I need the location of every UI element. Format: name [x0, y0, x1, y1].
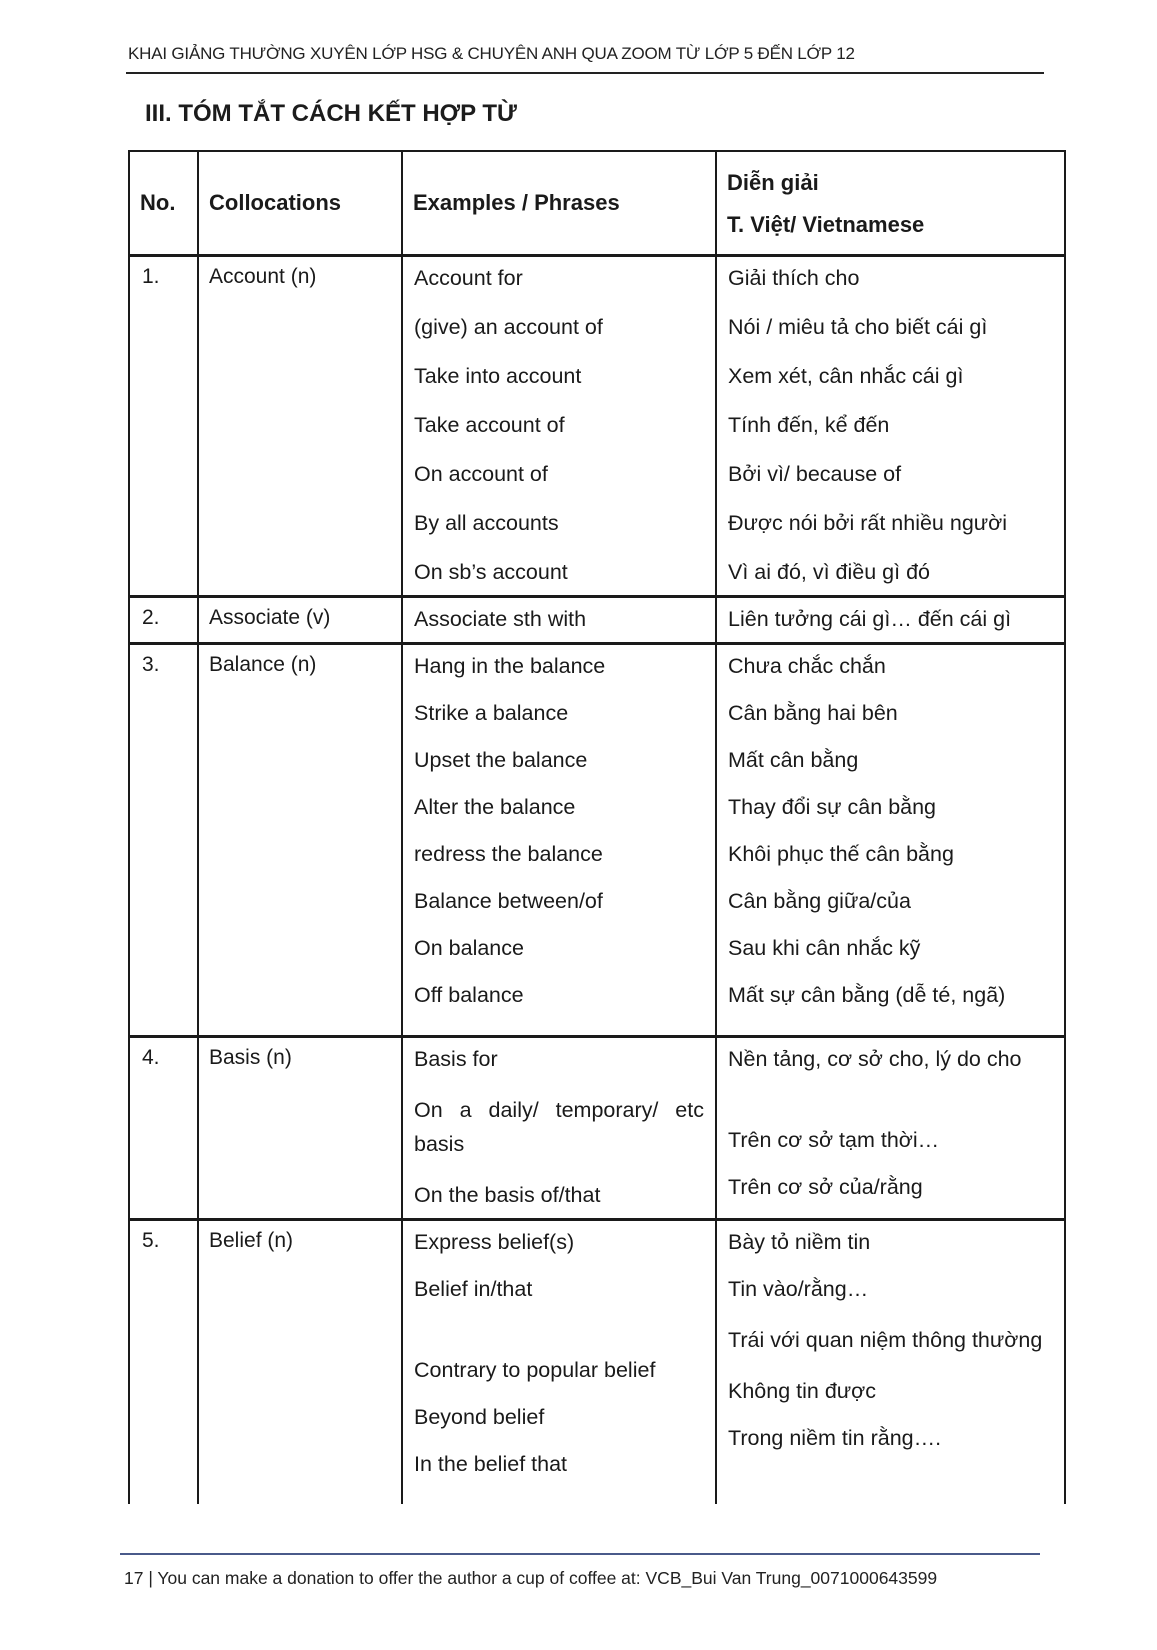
- row-meanings: [716, 1220, 1065, 1505]
- footer-divider: [120, 1553, 1040, 1555]
- meaning-text: Tin vào/rằng…: [728, 1277, 869, 1301]
- example-phrase: Basis for: [414, 1047, 498, 1071]
- example-phrase: On a daily/ temporary/ etc basis: [414, 1098, 704, 1156]
- section-title: III. TÓM TẮT CÁCH KẾT HỢP TỪ: [145, 100, 517, 127]
- example-phrase: Alter the balance: [414, 795, 576, 819]
- example-phrase: Account for: [414, 266, 523, 290]
- meaning-text: Khôi phục thế cân bằng: [728, 842, 954, 866]
- meaning-text: Mất sự cân bằng (dễ té, ngã): [728, 983, 1006, 1007]
- example-phrase: Balance between/of: [414, 889, 603, 913]
- meaning-text: Thay đổi sự cân bằng: [728, 795, 937, 819]
- header-no: No.: [129, 151, 198, 256]
- meaning-text: Liên tưởng cái gì… đến cái gì: [728, 607, 1012, 631]
- row-word: Basis (n): [198, 1037, 402, 1220]
- example-phrase: On balance: [414, 936, 524, 960]
- table-row: [129, 1220, 1065, 1505]
- meaning-text: Chưa chắc chắn: [728, 654, 886, 678]
- example-phrase: On the basis of/that: [414, 1183, 601, 1207]
- meaning-text: Bởi vì/ because of: [728, 462, 902, 486]
- row-word: Account (n): [198, 256, 402, 597]
- example-phrase: (give) an account of: [414, 315, 603, 339]
- collocation-table-wrapper: [128, 150, 1064, 1512]
- page-footer: 17 | You can make a donation to offer the author a cup of coffee at: VCB_Bui Van Trung_0071000643599: [124, 1568, 938, 1588]
- row-examples: [402, 1037, 716, 1220]
- row-meanings: [716, 597, 1065, 644]
- example-phrase: Strike a balance: [414, 701, 569, 725]
- row-word: Belief (n): [198, 1220, 402, 1505]
- meaning-text: Cân bằng hai bên: [728, 701, 898, 725]
- example-phrase: Beyond belief: [414, 1405, 545, 1429]
- example-phrase: Off balance: [414, 983, 524, 1007]
- row-examples: [402, 597, 716, 644]
- meaning-text: Mất cân bằng: [728, 748, 859, 772]
- meaning-text: Sau khi cân nhắc kỹ: [728, 936, 921, 960]
- example-phrase: By all accounts: [414, 511, 559, 535]
- row-number: 4.: [129, 1037, 198, 1220]
- example-phrase: redress the balance: [414, 842, 603, 866]
- row-number: 3.: [129, 644, 198, 1037]
- row-number: 2.: [129, 597, 198, 644]
- example-phrase: Belief in/that: [414, 1277, 533, 1301]
- example-phrase: Contrary to popular belief: [414, 1358, 656, 1382]
- row-meanings: [716, 644, 1065, 1037]
- meaning-text: Trái với quan niệm thông thường: [728, 1328, 1043, 1352]
- meaning-text: Nền tảng, cơ sở cho, lý do cho: [728, 1047, 1022, 1071]
- meaning-text: Cân bằng giữa/của: [728, 889, 911, 913]
- meaning-text: Trên cơ sở tạm thời…: [728, 1128, 940, 1152]
- row-word: Associate (v): [198, 597, 402, 644]
- page-header: KHAI GIẢNG THƯỜNG XUYÊN LỚP HSG & CHUYÊN ANH QUA ZOOM TỪ LỚP 5 ĐẾN LỚP 12: [128, 44, 855, 63]
- row-examples: [402, 1220, 716, 1505]
- example-phrase: Associate sth with: [414, 607, 587, 631]
- example-phrase: Upset the balance: [414, 748, 588, 772]
- example-blank: [414, 1323, 704, 1357]
- row-number: 1.: [129, 256, 198, 597]
- table-row: [129, 1037, 1065, 1220]
- row-examples: [402, 644, 716, 1037]
- header-meaning-line2: T. Việt/ Vietnamese: [727, 212, 925, 237]
- row-number: 5.: [129, 1220, 198, 1505]
- meaning-text: Bày tỏ niềm tin: [728, 1230, 871, 1254]
- collocation-table: [128, 150, 1066, 1504]
- meaning-text: Không tin được: [728, 1379, 877, 1403]
- row-examples: [402, 256, 716, 597]
- table-row: [129, 644, 1065, 1037]
- meaning-text: Trong niềm tin rằng….: [728, 1426, 942, 1450]
- meaning-text: Nói / miêu tả cho biết cái gì: [728, 315, 988, 339]
- meaning-text: Xem xét, cân nhắc cái gì: [728, 364, 964, 388]
- row-meanings: [716, 1037, 1065, 1220]
- row-meanings: [716, 256, 1065, 597]
- header-divider: [126, 72, 1044, 74]
- header-meaning-line1: Diễn giải: [727, 170, 819, 195]
- example-phrase: On account of: [414, 462, 548, 486]
- row-word: Balance (n): [198, 644, 402, 1037]
- table-row: [129, 256, 1065, 597]
- table-header-row: [129, 151, 1065, 256]
- meaning-text: Giải thích cho: [728, 266, 860, 290]
- header-meaning: [716, 151, 1065, 256]
- example-phrase: Hang in the balance: [414, 654, 606, 678]
- table-row: [129, 597, 1065, 644]
- example-phrase: Take account of: [414, 413, 565, 437]
- meaning-text: Được nói bởi rất nhiều người: [728, 511, 1008, 535]
- meaning-blank: [728, 1093, 1053, 1127]
- meaning-text: Tính đến, kể đến: [728, 413, 890, 437]
- example-phrase: On sb’s account: [414, 560, 568, 584]
- example-phrase: Take into account: [414, 364, 582, 388]
- example-phrase: Express belief(s): [414, 1230, 575, 1254]
- header-collocations: Collocations: [198, 151, 402, 256]
- example-phrase: In the belief that: [414, 1452, 567, 1476]
- header-examples: Examples / Phrases: [402, 151, 716, 256]
- meaning-text: Trên cơ sở của/rằng: [728, 1175, 923, 1199]
- meaning-text: Vì ai đó, vì điều gì đó: [728, 560, 930, 584]
